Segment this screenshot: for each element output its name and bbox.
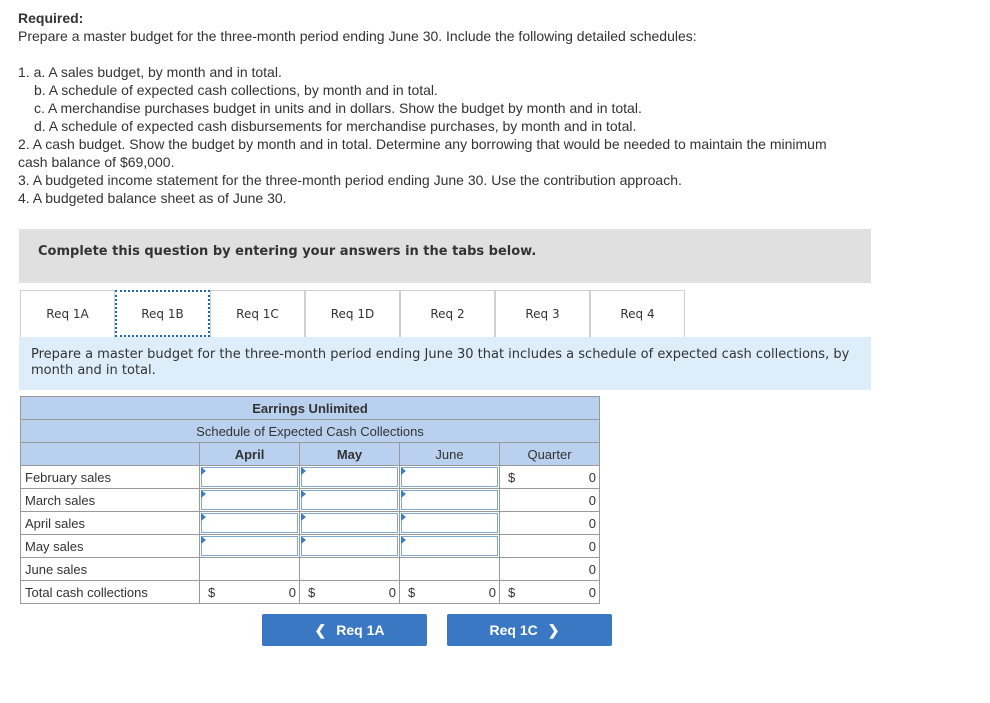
currency-symbol: $ [408, 584, 416, 600]
header-blank [21, 443, 200, 466]
input-flag-icon [401, 536, 406, 544]
currency-symbol: $ [208, 584, 216, 600]
instruction-text: Prepare a master budget for the three-month period ending June 30 that includes a schedule of expected cash collections, by month and in total. [19, 337, 871, 390]
june-input[interactable] [400, 489, 500, 512]
row-label: May sales [21, 535, 200, 558]
april-input[interactable] [200, 489, 300, 512]
june-input[interactable] [400, 466, 500, 489]
april-input[interactable] [200, 512, 300, 535]
required-item: 2. A cash budget. Show the budget by month and in total. Determine any borrowing that would be needed to maintain the minimum [18, 136, 827, 152]
tab-req-1a[interactable]: Req 1A [20, 290, 115, 337]
input-flag-icon [201, 467, 206, 475]
quarter-value [500, 535, 600, 558]
input-flag-icon [201, 490, 206, 498]
tab-req-1c[interactable]: Req 1C [210, 290, 305, 337]
required-item: 3. A budgeted income statement for the three-month period ending June 30. Use the contribution approach. [18, 172, 682, 188]
col-header-june: June [400, 443, 500, 466]
row-label: Total cash collections [21, 581, 200, 604]
required-item: d. A schedule of expected cash disbursements for merchandise purchases, by month and in total. [34, 118, 637, 134]
required-item: c. A merchandise purchases budget in units and in dollars. Show the budget by month and in total. [34, 100, 642, 116]
june-total [400, 581, 500, 604]
tab-req-2[interactable]: Req 2 [400, 290, 495, 337]
input-flag-icon [401, 513, 406, 521]
next-button[interactable] [447, 614, 612, 646]
input-flag-icon [301, 490, 306, 498]
currency-symbol: $ [508, 584, 516, 600]
total-row [21, 581, 600, 604]
april-total [200, 581, 300, 604]
col-header-april: April [200, 443, 300, 466]
currency-symbol: $ [508, 469, 516, 485]
input-flag-icon [401, 467, 406, 475]
schedule-title: Schedule of Expected Cash Collections [21, 420, 600, 443]
row-label: June sales [21, 558, 200, 581]
empty-cell [400, 558, 500, 581]
quarter-value [500, 512, 600, 535]
chevron-left-icon: ❮ [314, 621, 327, 638]
input-flag-icon [301, 467, 306, 475]
required-item: b. A schedule of expected cash collections, by month and in total. [34, 82, 438, 98]
input-flag-icon [301, 513, 306, 521]
tab-req-1d[interactable]: Req 1D [305, 290, 400, 337]
row-label: March sales [21, 489, 200, 512]
table-row [21, 512, 600, 535]
may-input[interactable] [300, 489, 400, 512]
may-input[interactable] [300, 466, 400, 489]
june-input[interactable] [400, 512, 500, 535]
input-flag-icon [401, 490, 406, 498]
tab-req-4[interactable]: Req 4 [590, 290, 685, 337]
company-name: Earrings Unlimited [21, 397, 600, 420]
total-amount: 0 [488, 584, 496, 600]
total-amount: 0 [588, 584, 596, 600]
banner-text: Complete this question by entering your answers in the tabs below. [38, 244, 537, 259]
next-button-label: Req 1C [489, 622, 538, 638]
col-header-may: May [300, 443, 400, 466]
input-flag-icon [201, 536, 206, 544]
quarter-value [500, 466, 600, 489]
col-header-quarter: Quarter [500, 443, 600, 466]
quarter-amount: 0 [588, 469, 596, 485]
quarter-amount: 0 [588, 492, 596, 508]
total-amount: 0 [288, 584, 296, 600]
empty-cell [300, 558, 400, 581]
prev-button[interactable] [262, 614, 427, 646]
april-input[interactable] [200, 466, 300, 489]
tab-req-1b[interactable]: Req 1B [115, 290, 210, 337]
input-flag-icon [301, 536, 306, 544]
april-input[interactable] [200, 535, 300, 558]
table-row [21, 535, 600, 558]
prev-button-label: Req 1A [336, 622, 385, 638]
table-row [21, 558, 600, 581]
may-input[interactable] [300, 535, 400, 558]
instructions-banner [19, 229, 871, 283]
quarter-amount: 0 [588, 538, 596, 554]
currency-symbol: $ [308, 584, 316, 600]
tab-req-3[interactable]: Req 3 [495, 290, 590, 337]
total-amount: 0 [388, 584, 396, 600]
required-item: 1. a. A sales budget, by month and in total. [18, 64, 282, 80]
required-item: cash balance of $69,000. [18, 154, 175, 170]
quarter-amount: 0 [588, 561, 596, 577]
cash-collections-schedule [20, 396, 600, 604]
table-row [21, 489, 600, 512]
required-item: 4. A budgeted balance sheet as of June 30. [18, 190, 287, 206]
empty-cell [200, 558, 300, 581]
required-intro: Prepare a master budget for the three-month period ending June 30. Include the following detailed schedules: [18, 28, 697, 44]
table-row [21, 466, 600, 489]
june-input[interactable] [400, 535, 500, 558]
row-label: February sales [21, 466, 200, 489]
may-input[interactable] [300, 512, 400, 535]
required-heading: Required: [18, 10, 84, 26]
chevron-right-icon: ❯ [547, 621, 560, 638]
quarter-value [500, 489, 600, 512]
input-flag-icon [201, 513, 206, 521]
may-total [300, 581, 400, 604]
row-label: April sales [21, 512, 200, 535]
quarter-value [500, 558, 600, 581]
quarter-total [500, 581, 600, 604]
quarter-amount: 0 [588, 515, 596, 531]
